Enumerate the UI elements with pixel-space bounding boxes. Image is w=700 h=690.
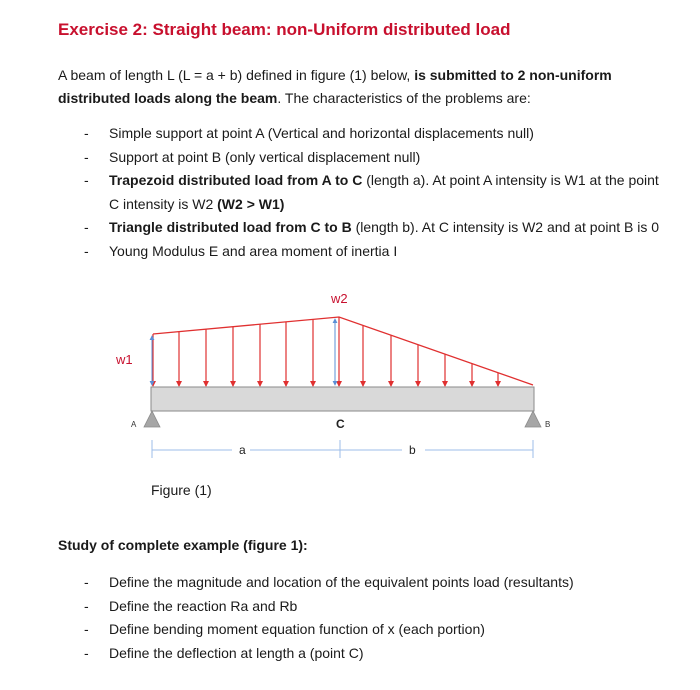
beam-figure xyxy=(100,280,600,460)
list-item xyxy=(84,595,574,619)
study-list xyxy=(84,571,574,665)
list-item-bold: Trapezoid distributed load from A to C xyxy=(109,172,363,188)
list-item-text: Define the magnitude and location of the equivalent points load (resultants) xyxy=(109,574,574,590)
study-heading: Study of complete example (figure 1): xyxy=(58,537,308,553)
list-item-bold: Triangle distributed load from C to B xyxy=(109,219,352,235)
list-item-text: (length a). At point A intensity is W1 at the point xyxy=(362,172,659,188)
list-item xyxy=(84,146,659,170)
label-c-point: C xyxy=(336,417,345,431)
beam xyxy=(151,387,534,411)
support-b xyxy=(525,411,541,427)
list-item xyxy=(84,216,659,240)
list-item-text: Define bending moment equation function of x (each portion) xyxy=(109,621,485,637)
support-a xyxy=(144,411,160,427)
list-item xyxy=(84,169,659,216)
list-item-text: Support at point B (only vertical displacement null) xyxy=(109,148,421,165)
label-b-point: B xyxy=(545,420,551,429)
list-item-text: Define the deflection at length a (point C) xyxy=(109,644,364,661)
figure-caption: Figure (1) xyxy=(151,482,212,498)
label-w1: w1 xyxy=(116,352,133,367)
load-outline xyxy=(153,317,533,385)
intro-paragraph xyxy=(58,64,688,110)
list-item xyxy=(84,571,574,595)
label-a-point: A xyxy=(131,420,137,429)
intro-bold: distributed loads along the beam xyxy=(58,90,278,106)
trapezoid-load-arrows xyxy=(153,317,339,386)
problem-characteristics-list xyxy=(84,122,659,263)
intro-text: . The characteristics of the problems are: xyxy=(277,90,531,106)
length-dimension xyxy=(152,440,533,458)
list-item xyxy=(84,618,574,642)
exercise-title: Exercise 2: Straight beam: non-Uniform distributed load xyxy=(58,20,511,39)
list-item-bold: (W2 > W1) xyxy=(217,195,285,212)
list-item xyxy=(84,642,574,666)
label-w2: w2 xyxy=(331,291,348,306)
label-a-length: a xyxy=(239,443,246,457)
intro-bold: is submitted to 2 non-uniform xyxy=(414,67,612,83)
list-item xyxy=(84,240,659,264)
label-b-length: b xyxy=(409,443,416,457)
intro-text: A beam of length L (L = a + b) defined in figure (1) below, xyxy=(58,67,415,83)
list-item-text: Define the reaction Ra and Rb xyxy=(109,597,298,614)
list-item-text: C intensity is W2 xyxy=(109,195,218,212)
list-item-text: (length b). At C intensity is W2 and at point B is 0 xyxy=(351,219,660,235)
list-item-text: Simple support at point A (Vertical and horizontal displacements null) xyxy=(109,125,534,141)
list-item-text: Young Modulus E and area moment of inertia I xyxy=(109,242,398,259)
triangle-load-arrows xyxy=(363,325,498,386)
list-item xyxy=(84,122,659,146)
